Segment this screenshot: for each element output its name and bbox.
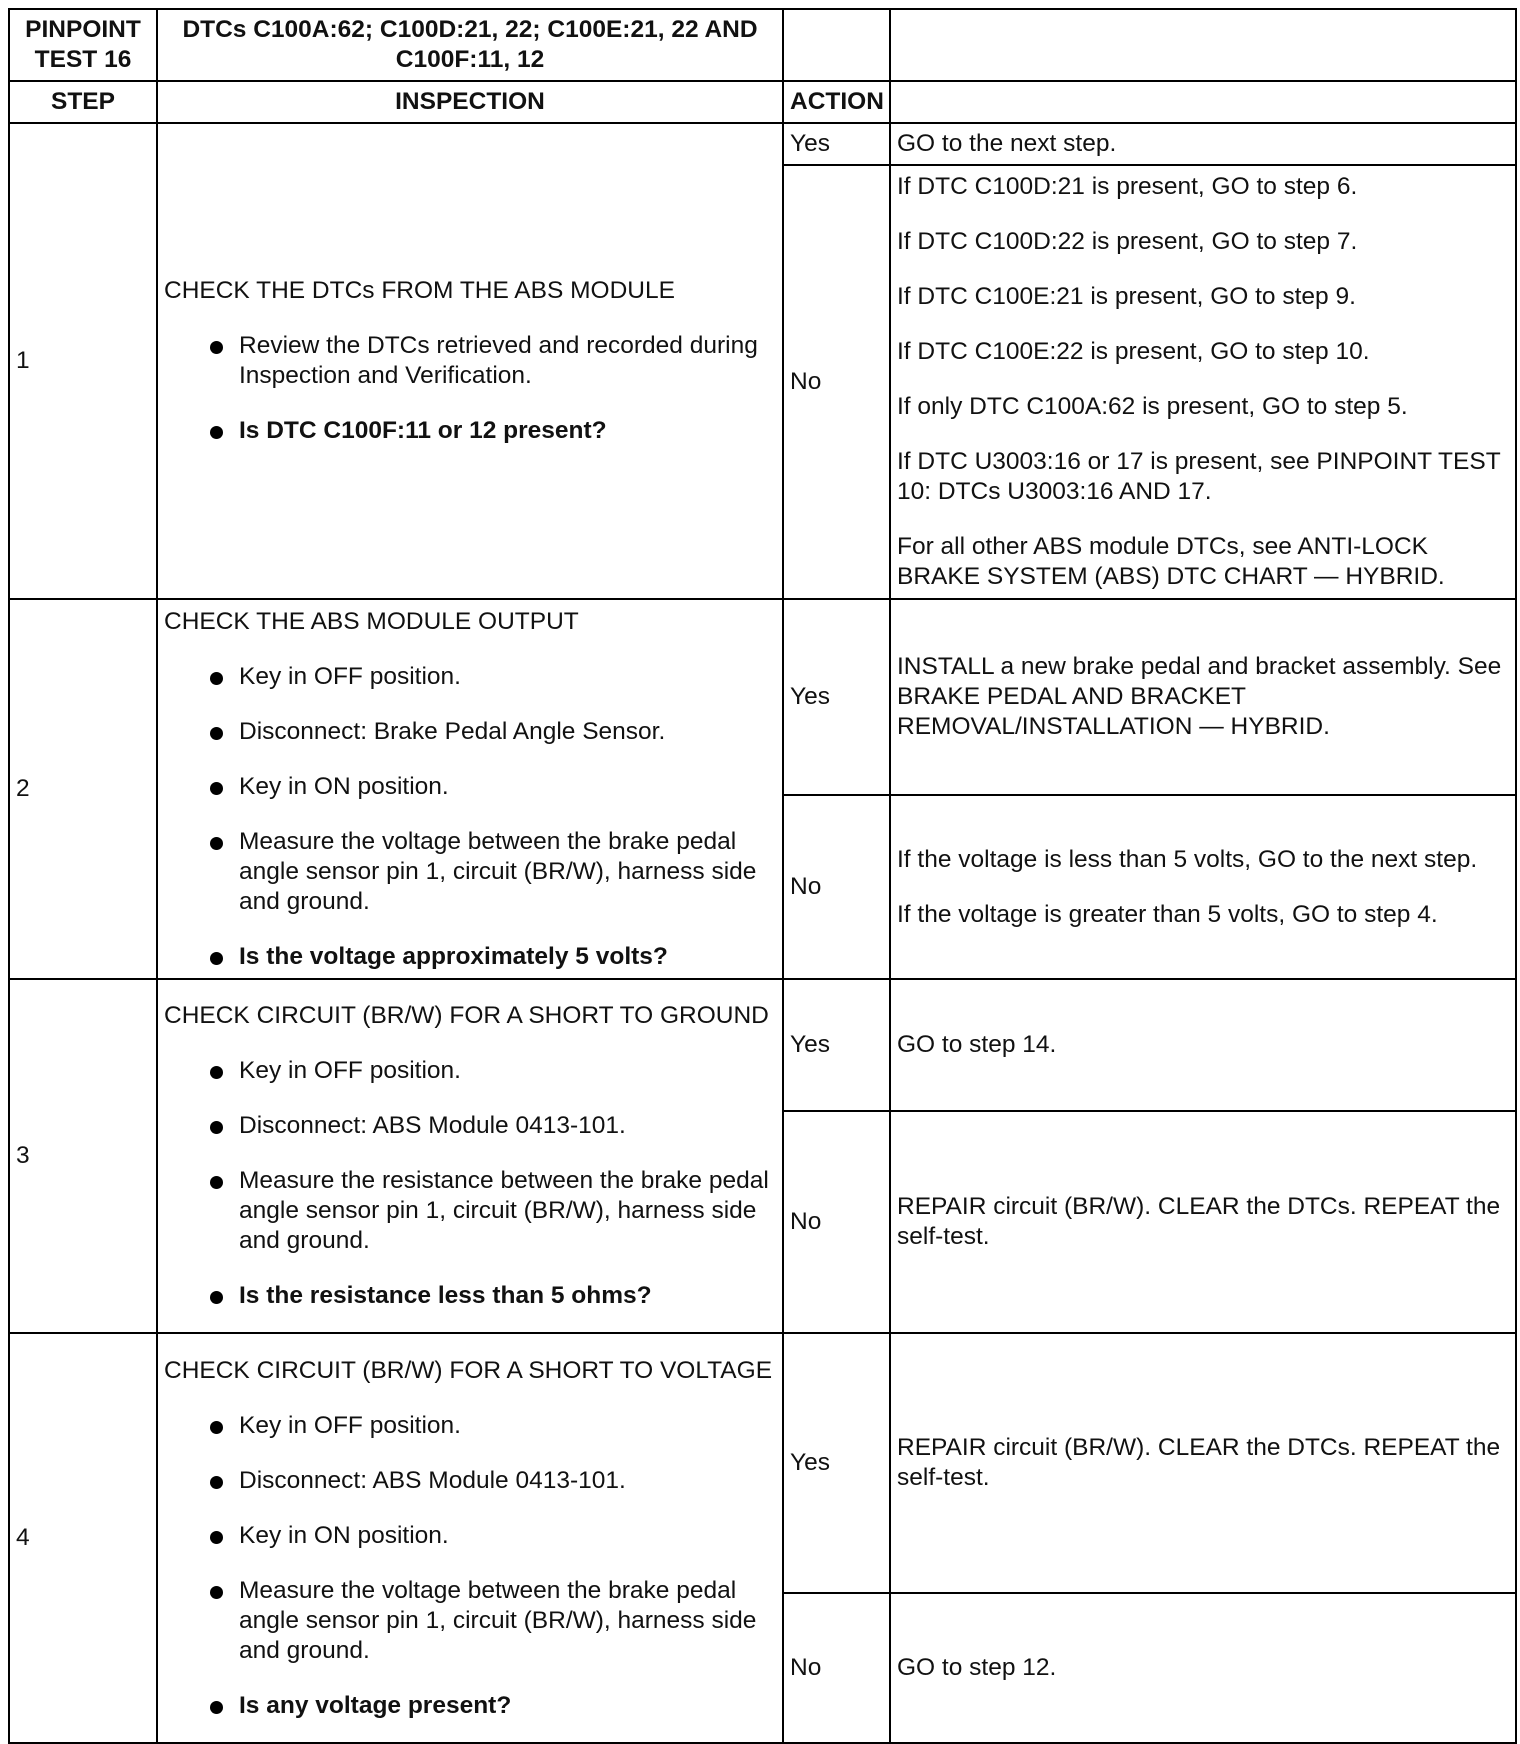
answer-yes-label: Yes (783, 599, 890, 795)
action-text: GO to step 14. (897, 1031, 1057, 1058)
inspection-question: Is DTC C100F:11 or 12 present? (164, 416, 776, 446)
inspection-title: CHECK THE ABS MODULE OUTPUT (164, 607, 579, 635)
inspection-item: Key in OFF position. (164, 1056, 776, 1086)
action-text: If only DTC C100A:62 is present, GO to step 5. (897, 393, 1408, 420)
action-yes (890, 1333, 1516, 1593)
action-text: REPAIR circuit (BR/W). CLEAR the DTCs. REPEAT the self-test. (897, 1434, 1501, 1491)
step-number: 1 (9, 123, 157, 599)
steps-body (9, 123, 1516, 1743)
inspection-title: CHECK THE DTCs FROM THE ABS MODULE (164, 277, 675, 304)
action-no (890, 795, 1516, 979)
step-number: 3 (9, 979, 157, 1333)
pinpoint-test-table (8, 8, 1517, 1744)
action-text: If DTC C100D:21 is present, GO to step 6. (897, 173, 1358, 200)
inspection-list (164, 1056, 776, 1311)
inspection-question: Is any voltage present? (164, 1691, 776, 1721)
action-no (890, 1593, 1516, 1743)
answer-yes-label: Yes (783, 123, 890, 165)
action-text: GO to step 12. (897, 1654, 1057, 1681)
step-number: 4 (9, 1333, 157, 1743)
test-title-cell: DTCs C100A:62; C100D:21, 22; C100E:21, 22 AND C100F:11, 12 (157, 9, 783, 81)
answer-no-label: No (783, 1593, 890, 1743)
inspection-cell (157, 599, 783, 979)
inspection-item: Measure the resistance between the brake pedal angle sensor pin 1, circuit (BR/W), harness side and ground. (164, 1166, 776, 1256)
inspection-item: Key in ON position. (164, 1521, 776, 1551)
inspection-question: Is the voltage approximately 5 volts? (164, 942, 776, 972)
empty-header-cell (890, 81, 1516, 123)
answer-yes-label: Yes (783, 979, 890, 1111)
answer-no-label: No (783, 165, 890, 599)
column-header-step: STEP (9, 81, 157, 123)
action-text: If the voltage is less than 5 volts, GO to the next step. (897, 845, 1478, 873)
inspection-list (164, 331, 776, 446)
answer-yes-label: Yes (783, 1333, 890, 1593)
action-text: If DTC U3003:16 or 17 is present, see PINPOINT TEST 10: DTCs U3003:16 AND 17. (897, 448, 1501, 505)
inspection-item: Disconnect: ABS Module 0413-101. (164, 1466, 776, 1496)
inspection-item: Measure the voltage between the brake pedal angle sensor pin 1, circuit (BR/W), harness side and ground. (164, 827, 776, 917)
inspection-item: Review the DTCs retrieved and recorded during Inspection and Verification. (164, 331, 776, 391)
column-header-action: ACTION (783, 81, 890, 123)
action-text: REPAIR circuit (BR/W). CLEAR the DTCs. REPEAT the self-test. (897, 1193, 1501, 1250)
inspection-cell (157, 1333, 783, 1743)
inspection-question: Is the resistance less than 5 ohms? (164, 1281, 776, 1311)
inspection-item: Measure the voltage between the brake pedal angle sensor pin 1, circuit (BR/W), harness side and ground. (164, 1576, 776, 1666)
step-row (9, 1333, 1516, 1593)
inspection-list (164, 662, 776, 972)
column-header-inspection: INSPECTION (157, 81, 783, 123)
inspection-title: CHECK CIRCUIT (BR/W) FOR A SHORT TO GROUND (164, 1002, 769, 1029)
step-row (9, 599, 1516, 795)
test-label-cell: PINPOINT TEST 16 (9, 9, 157, 81)
action-no (890, 165, 1516, 599)
inspection-item: Key in OFF position. (164, 1411, 776, 1441)
step-number: 2 (9, 599, 157, 979)
inspection-item: Key in OFF position. (164, 662, 776, 692)
empty-header-cell (890, 9, 1516, 81)
inspection-item: Key in ON position. (164, 772, 776, 802)
action-text: For all other ABS module DTCs, see ANTI-LOCK BRAKE SYSTEM (ABS) DTC CHART — HYBRID. (897, 533, 1445, 590)
inspection-item: Disconnect: ABS Module 0413-101. (164, 1111, 776, 1141)
inspection-cell (157, 979, 783, 1333)
inspection-cell (157, 123, 783, 599)
inspection-title: CHECK CIRCUIT (BR/W) FOR A SHORT TO VOLTAGE (164, 1356, 773, 1384)
empty-header-cell (783, 9, 890, 81)
action-text: If DTC C100E:22 is present, GO to step 10. (897, 338, 1370, 365)
action-yes (890, 123, 1516, 165)
action-text: GO to the next step. (897, 130, 1117, 157)
answer-no-label: No (783, 1111, 890, 1333)
action-text: If the voltage is greater than 5 volts, GO to step 4. (897, 900, 1438, 928)
inspection-list (164, 1411, 776, 1721)
action-yes (890, 979, 1516, 1111)
step-row (9, 979, 1516, 1111)
action-text: If DTC C100E:21 is present, GO to step 9. (897, 283, 1356, 310)
action-text: If DTC C100D:22 is present, GO to step 7. (897, 228, 1358, 255)
answer-no-label: No (783, 795, 890, 979)
action-text: INSTALL a new brake pedal and bracket assembly. See BRAKE PEDAL AND BRACKET REMOVAL/INSTALLATION — HYBRID. (897, 653, 1502, 740)
action-yes (890, 599, 1516, 795)
inspection-item: Disconnect: Brake Pedal Angle Sensor. (164, 717, 776, 747)
action-no (890, 1111, 1516, 1333)
step-row (9, 123, 1516, 165)
